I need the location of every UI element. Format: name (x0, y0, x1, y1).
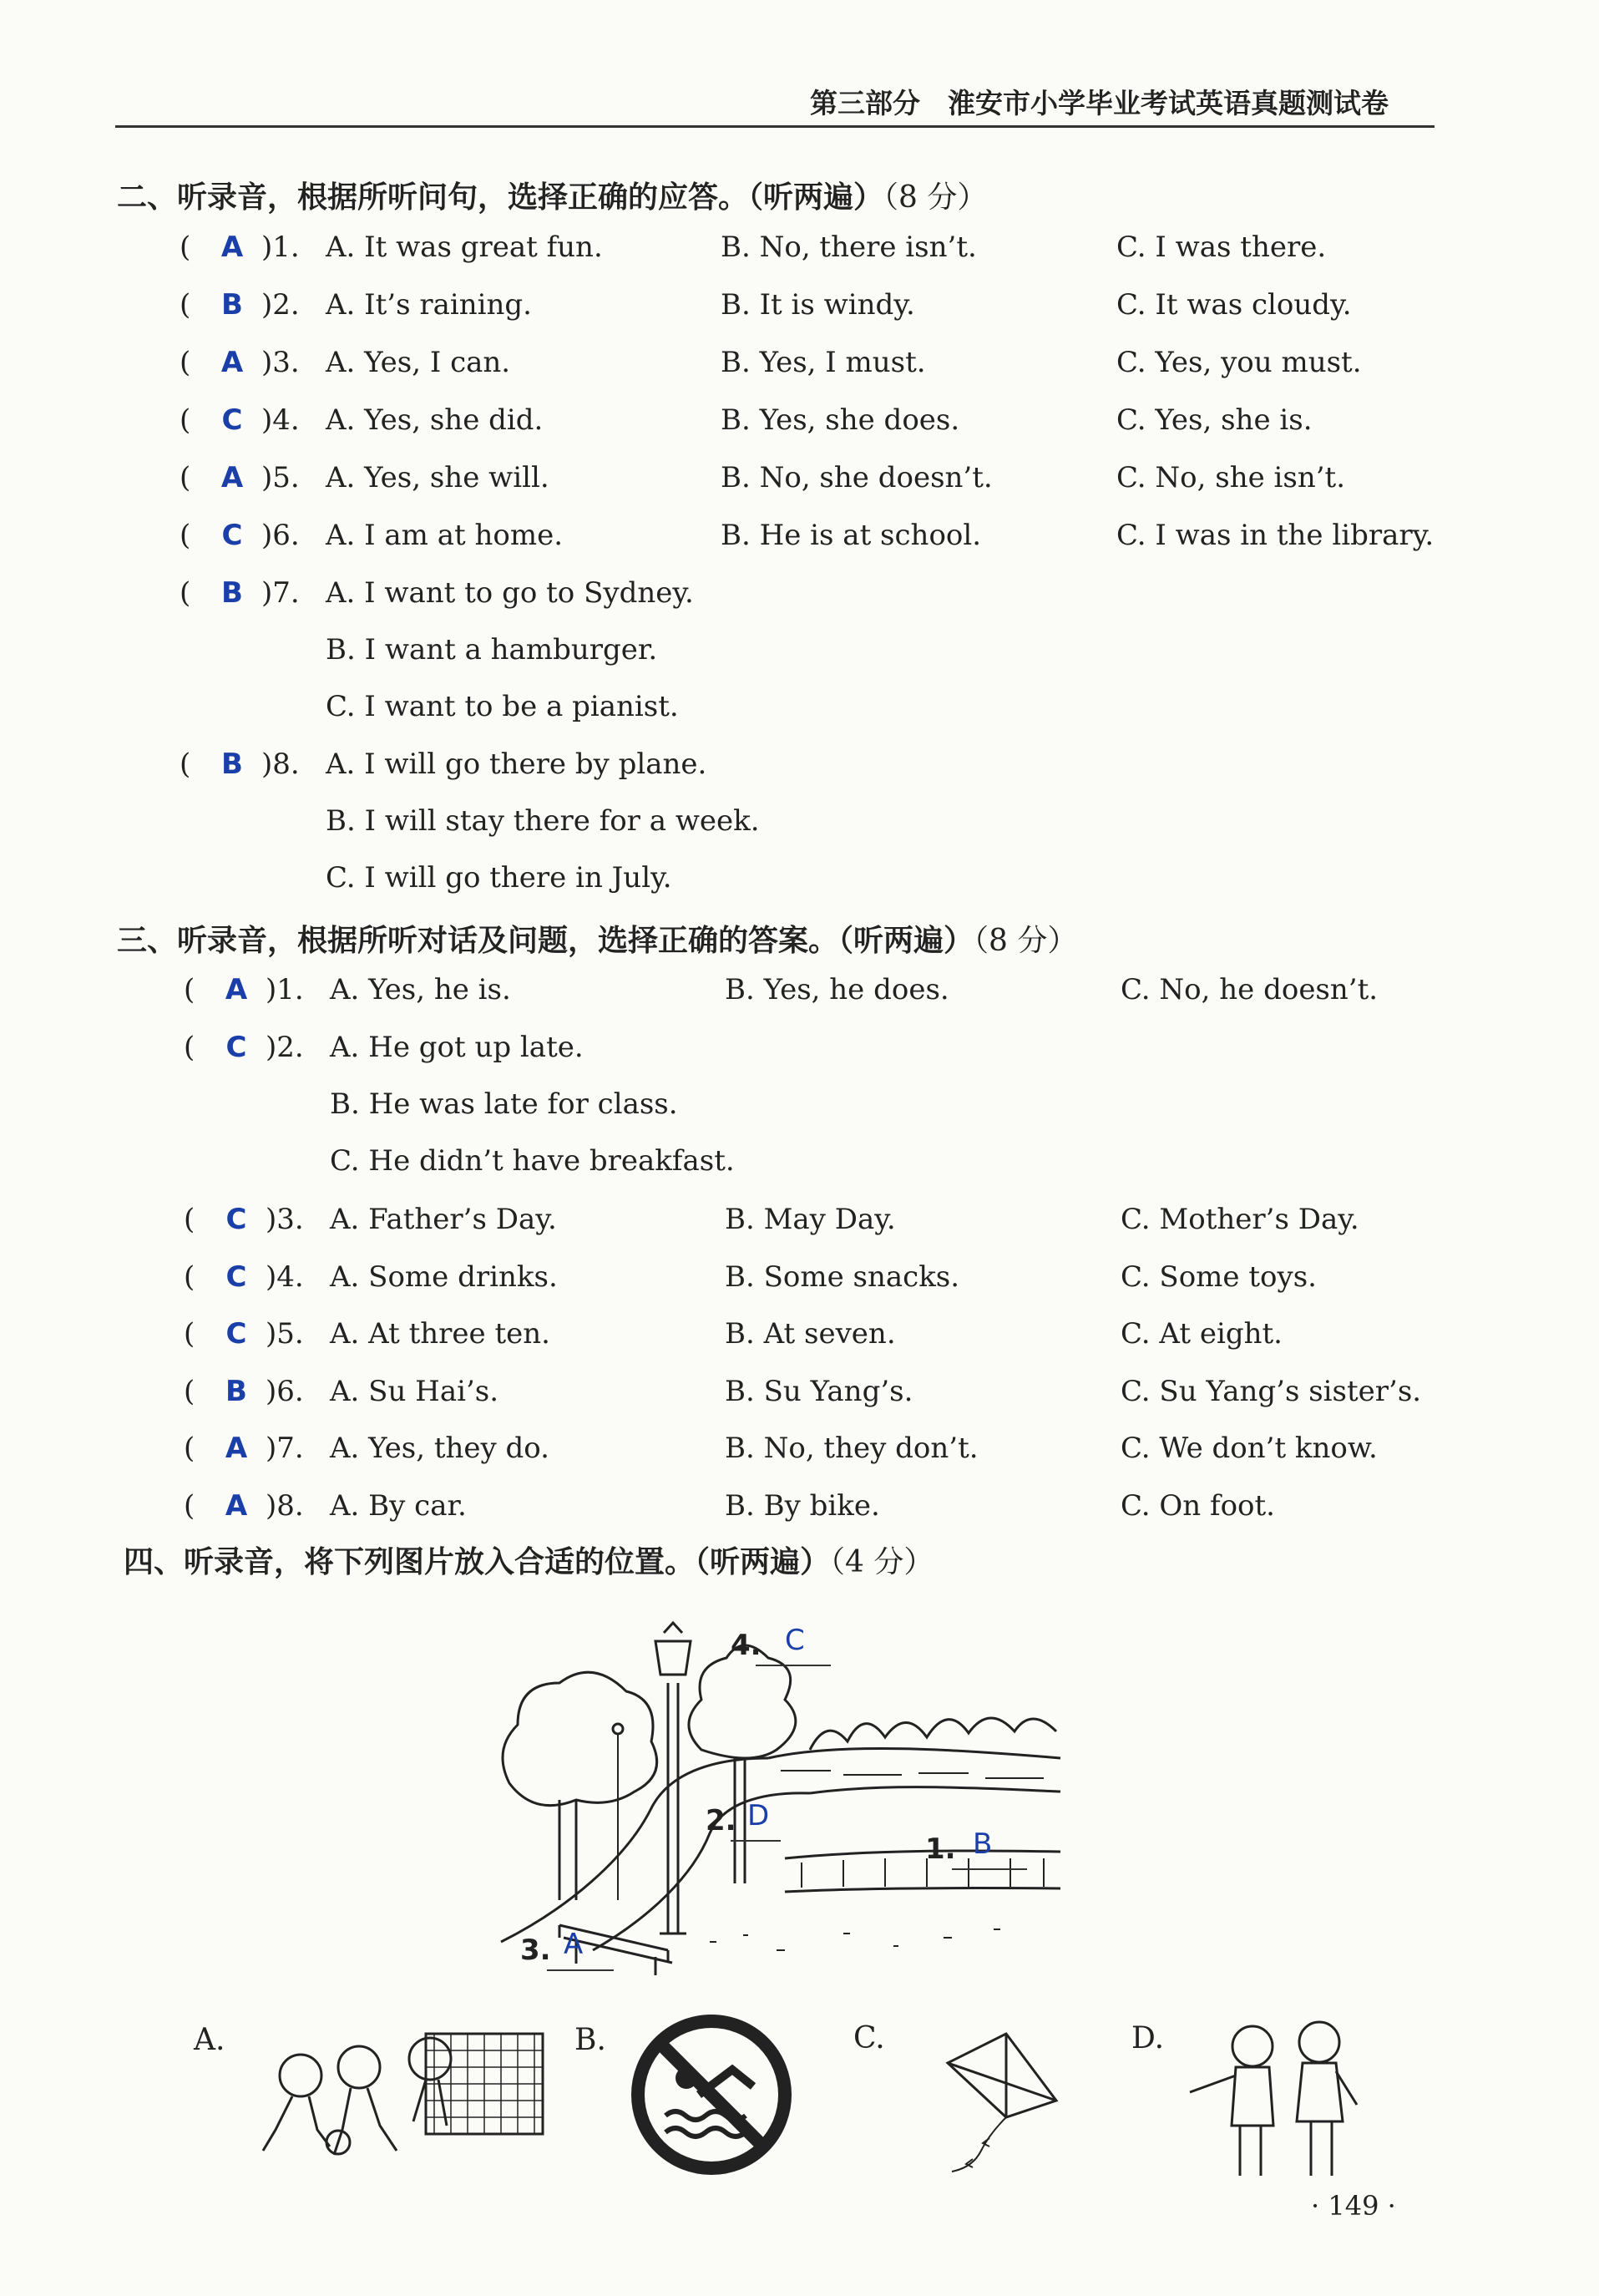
section-3-title (117, 917, 1077, 960)
option-a: A. Yes, they do. (330, 1432, 549, 1465)
bracket-open: ( (180, 346, 191, 379)
bracket-open: ( (184, 1031, 195, 1064)
option-a: A. Some drinks. (330, 1260, 558, 1294)
question-number-text: 5. (272, 461, 300, 494)
page-number: · 149 · (1311, 2190, 1396, 2222)
s2-q8-option-b: B. I will stay there for a week. (326, 804, 760, 838)
option-c: C. We don’t know. (1121, 1432, 1378, 1465)
option-a: A. Yes, she did. (326, 403, 544, 437)
question-number: )2. (266, 1031, 304, 1064)
option-c: C. Su Yang’s sister’s. (1121, 1374, 1422, 1408)
question-number: )3. (261, 346, 300, 379)
question-number: )1. (261, 231, 300, 264)
question-number-text: 6. (272, 519, 300, 552)
question-number-text: 1. (272, 231, 300, 264)
option-c: C. At eight. (1121, 1317, 1283, 1351)
option-b: B. No, there isn’t. (721, 231, 977, 264)
bracket-open: ( (184, 1488, 195, 1523)
option-c: C. It was cloudy. (1116, 288, 1352, 322)
section-4-title-text: 四、听录音，将下列图片放入合适的位置。（听两遍） (124, 1545, 831, 1579)
s2-q7-option-c: C. I want to be a pianist. (326, 690, 679, 723)
option-c: C. Mother’s Day. (1121, 1203, 1359, 1236)
bracket-open: ( (184, 973, 195, 1006)
question-number: )8. (261, 748, 300, 781)
question-number-text: 1. (276, 973, 304, 1006)
children-playing-football-picture (259, 2021, 551, 2163)
bracket-open: ( (180, 288, 191, 322)
option-c: C. No, she isn’t. (1116, 461, 1346, 494)
section-2-points: （8 分） (883, 180, 988, 215)
answer-letter: B (221, 288, 243, 322)
answer-letter: B (221, 576, 243, 610)
page-header: 第三部分 淮安市小学毕业考试英语真题测试卷 (810, 87, 1389, 119)
question-number: )6. (261, 519, 300, 552)
question-number: )3. (266, 1203, 304, 1236)
question-number-text: 3. (276, 1203, 304, 1236)
answer-letter: C (221, 403, 243, 437)
option-b: B. At seven. (725, 1317, 896, 1351)
section-2-title-text: 二、听录音，根据所听问句，选择正确的应答。（听两遍） (117, 180, 884, 215)
option-a: A. Father’s Day. (330, 1203, 557, 1236)
kite-picture (906, 2013, 1073, 2180)
option-a: A. At three ten. (330, 1317, 550, 1351)
header-rule (115, 125, 1435, 128)
two-boys-pointing-picture (1177, 2013, 1378, 2188)
bracket-open: ( (184, 1260, 195, 1294)
answer-letter: C (225, 1317, 247, 1351)
question-number-text: 3. (272, 346, 300, 379)
option-b: B. Su Yang’s. (725, 1374, 913, 1408)
question-number-text: 8. (272, 748, 300, 781)
option-c: C. Some toys. (1121, 1260, 1317, 1294)
option-c: C. I was there. (1116, 231, 1327, 264)
question-number-text: 2. (272, 288, 300, 322)
answer-letter: B (225, 1374, 247, 1408)
blank-1-answer: B (973, 1827, 993, 1861)
option-a: A. By car. (330, 1488, 467, 1523)
question-number: )1. (266, 973, 304, 1006)
option-b: B. By bike. (725, 1488, 880, 1523)
no-swimming-sign-picture (628, 2011, 795, 2178)
answer-letter: C (225, 1260, 247, 1294)
picture-a-label: A. (194, 2023, 225, 2057)
blank-3-line (547, 1969, 614, 1971)
question-number: )7. (266, 1432, 304, 1465)
blank-1-line (952, 1868, 1027, 1870)
s3-q2-option-b: B. He was late for class. (330, 1087, 678, 1121)
question-number-text: 8. (276, 1488, 304, 1523)
option-a: A. Yes, he is. (330, 973, 511, 1006)
blank-2-line (731, 1840, 781, 1842)
question-number: )6. (266, 1374, 304, 1408)
bracket-open: ( (184, 1432, 195, 1465)
question-number-text: 6. (276, 1374, 304, 1408)
option-c: C. No, he doesn’t. (1121, 973, 1379, 1006)
option-a: A. It was great fun. (326, 231, 603, 264)
option-a: A. Yes, I can. (326, 346, 511, 379)
picture-c-label: C. (853, 2021, 885, 2055)
bracket-open: ( (180, 461, 191, 494)
s2-q7-option-b: B. I want a hamburger. (326, 633, 658, 666)
option-a: A. I am at home. (326, 519, 564, 552)
answer-letter: A (225, 1488, 248, 1523)
blank-1-number: 1. (925, 1832, 956, 1866)
picture-b-label: B. (574, 2023, 606, 2057)
option-b: B. Yes, I must. (721, 346, 926, 379)
answer-letter: C (225, 1203, 247, 1236)
bracket-open: ( (184, 1374, 195, 1408)
bracket-open: ( (180, 748, 191, 781)
answer-letter: C (221, 519, 243, 552)
blank-4-number: 4. (731, 1629, 762, 1662)
question-number: )4. (261, 403, 300, 437)
s2-q8-option-c: C. I will go there in July. (326, 861, 672, 895)
section-3-title-text: 三、听录音，根据所听对话及问题，选择正确的答案。（听两遍） (117, 924, 974, 958)
option-b: B. May Day. (725, 1203, 896, 1236)
blank-4-answer: C (785, 1624, 805, 1657)
section-3-points: （8 分） (974, 924, 1078, 958)
picture-d-label: D. (1131, 2021, 1165, 2055)
bracket-open: ( (180, 403, 191, 437)
s3-q2-option-c: C. He didn’t have breakfast. (330, 1144, 735, 1178)
bracket-open: ( (180, 231, 191, 264)
question-number: )5. (266, 1317, 304, 1351)
section-2-title (117, 174, 987, 216)
option-b: B. Some snacks. (725, 1260, 960, 1294)
question-number-text: 4. (276, 1260, 304, 1294)
option-a: A. He got up late. (330, 1031, 584, 1064)
answer-letter: A (225, 973, 248, 1006)
option-b: B. Yes, he does. (725, 973, 949, 1006)
option-c: C. Yes, you must. (1116, 346, 1362, 379)
answer-letter: A (220, 346, 244, 379)
option-a: A. It’s raining. (326, 288, 532, 322)
section-4-title (124, 1538, 934, 1581)
option-c: C. I was in the library. (1116, 519, 1435, 552)
option-a: A. Su Hai’s. (330, 1374, 499, 1408)
park-scene-illustration (493, 1608, 1069, 1975)
question-number: )2. (261, 288, 300, 322)
answer-letter: A (220, 231, 244, 264)
option-a: A. I want to go to Sydney. (326, 576, 694, 610)
blank-4-line (756, 1665, 831, 1666)
question-number-text: 7. (276, 1432, 304, 1465)
answer-letter: C (225, 1031, 247, 1064)
question-number-text: 5. (276, 1317, 304, 1351)
question-number-text: 2. (276, 1031, 304, 1064)
blank-3-number: 3. (520, 1934, 551, 1967)
question-number-text: 7. (272, 576, 300, 610)
option-b: B. No, she doesn’t. (721, 461, 993, 494)
option-b: B. He is at school. (721, 519, 982, 552)
option-b: B. Yes, she does. (721, 403, 960, 437)
answer-letter: A (220, 461, 244, 494)
option-a: A. I will go there by plane. (326, 748, 707, 781)
question-number: )8. (266, 1488, 304, 1523)
answer-letter: A (225, 1432, 248, 1465)
question-number: )5. (261, 461, 300, 494)
question-number: )4. (266, 1260, 304, 1294)
section-4-points: （4 分） (830, 1545, 934, 1579)
answer-letter: B (221, 748, 243, 781)
bracket-open: ( (180, 576, 191, 610)
option-b: B. It is windy. (721, 288, 915, 322)
blank-2-number: 2. (706, 1804, 736, 1837)
bracket-open: ( (184, 1317, 195, 1351)
option-c: C. Yes, she is. (1116, 403, 1313, 437)
blank-2-answer: D (747, 1799, 770, 1832)
bracket-open: ( (184, 1203, 195, 1236)
blank-3-answer: A (564, 1928, 584, 1961)
question-number: )7. (261, 576, 300, 610)
option-c: C. On foot. (1121, 1488, 1275, 1523)
question-number-text: 4. (272, 403, 300, 437)
option-b: B. No, they don’t. (725, 1432, 979, 1465)
option-a: A. Yes, she will. (326, 461, 549, 494)
bracket-open: ( (180, 519, 191, 552)
